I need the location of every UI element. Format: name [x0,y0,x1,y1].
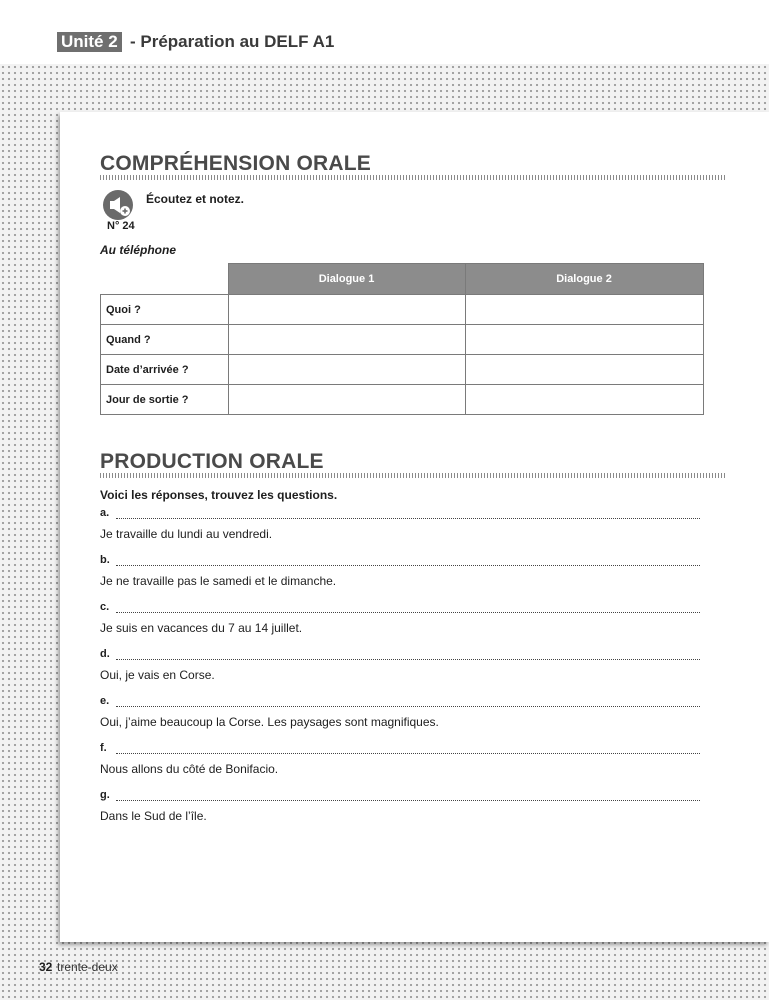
track-number: N° 24 [107,220,135,232]
table-row [101,355,704,385]
row-label: Quand ? [101,325,229,355]
given-answer: Dans le Sud de l’île. [100,809,207,823]
item-letter: c. [100,601,110,613]
question-item-e [100,694,700,729]
table-corner-cell [101,264,229,295]
answer-cell[interactable] [228,325,465,355]
question-line[interactable] [100,694,700,708]
dotted-answer-line [116,564,700,566]
column-header: Dialogue 2 [465,264,703,295]
dotted-answer-line [116,799,700,801]
unit-title: - Préparation au DELF A1 [130,32,335,51]
question-line[interactable] [100,788,700,802]
question-item-d [100,647,700,682]
page-header [0,0,769,64]
item-letter: f. [100,742,107,754]
question-item-f [100,741,700,776]
answer-cell[interactable] [465,325,703,355]
given-answer: Je ne travaille pas le samedi et le dimanche. [100,574,337,588]
given-answer: Oui, j’aime beaucoup la Corse. Les paysages sont magnifiques. [100,715,439,729]
table-row [101,295,704,325]
row-label: Jour de sortie ? [101,385,229,415]
answer-cell[interactable] [228,385,465,415]
answer-cell[interactable] [465,385,703,415]
dotted-answer-line [116,517,700,519]
exercise-subtitle: Au téléphone [100,243,177,257]
question-item-b [100,553,700,588]
instruction-text: Écoutez et notez. [146,192,245,206]
production-title: PRODUCTION ORALE [100,450,324,473]
worksheet-page [60,112,769,942]
question-line[interactable] [100,647,700,661]
item-letter: b. [100,554,110,566]
table-header-row [101,264,704,295]
column-header: Dialogue 1 [228,264,465,295]
dotted-answer-line [116,752,700,754]
given-answer: Nous allons du côté de Bonifacio. [100,762,279,776]
given-answer: Oui, je vais en Corse. [100,668,215,682]
question-line[interactable] [100,600,700,614]
row-label: Date d’arrivée ? [101,355,229,385]
question-line[interactable] [100,506,700,520]
item-letter: d. [100,648,110,660]
section-rule [100,175,725,180]
section-rule [100,473,725,478]
page-number-words: trente-deux [57,960,118,974]
answer-cell[interactable] [465,355,703,385]
given-answer: Je travaille du lundi au vendredi. [100,527,273,541]
answer-cell[interactable] [228,355,465,385]
dotted-answer-line [116,705,700,707]
item-letter: e. [100,695,110,707]
speaker-plus-icon [103,190,133,220]
question-item-g [100,788,700,823]
row-label: Quoi ? [101,295,229,325]
table-row [101,385,704,415]
comprehension-title: COMPRÉHENSION ORALE [100,152,371,175]
item-letter: a. [100,507,110,519]
dotted-answer-line [116,658,700,660]
question-item-c [100,600,700,635]
exercise-prompt: Voici les réponses, trouvez les questions. [100,488,338,502]
given-answer: Je suis en vacances du 7 au 14 juillet. [100,621,303,635]
unit-badge: Unité 2 [57,32,122,52]
question-line[interactable] [100,553,700,567]
page-number: 32 [39,960,53,974]
dotted-answer-line [116,611,700,613]
question-line[interactable] [100,741,700,755]
answer-cell[interactable] [228,295,465,325]
item-letter: g. [100,789,110,801]
answer-cell[interactable] [465,295,703,325]
question-item-a [100,506,700,541]
table-row [101,325,704,355]
dialogue-table [100,263,704,415]
